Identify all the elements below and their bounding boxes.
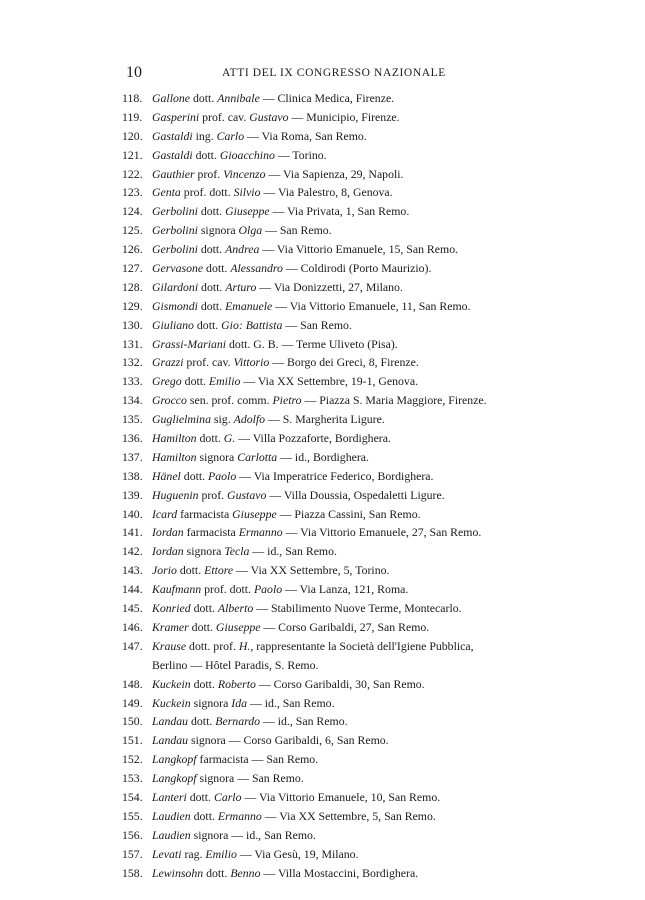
given-name: Paolo [253, 582, 283, 597]
surname: Grocco [152, 393, 187, 408]
surname: Icard [152, 506, 178, 521]
list-item [122, 127, 517, 146]
surname: Gastaldi [152, 128, 193, 143]
title: dott. [197, 298, 226, 313]
given-name: Carlo [213, 789, 242, 804]
surname: Gervasone [152, 261, 204, 276]
list-item [122, 542, 517, 561]
surname: Levati [152, 846, 182, 861]
surname: Landau [152, 733, 189, 748]
entry-number: 150. [122, 714, 143, 729]
list-item [122, 278, 517, 297]
list-item [122, 240, 517, 259]
address: — San Remo. [282, 317, 352, 332]
entry-number: 140. [122, 506, 143, 521]
address: — Corso Garibaldi, 30, San Remo. [255, 676, 425, 691]
address: — Via Donizzetti, 27, Milano. [256, 279, 403, 294]
address: — Stabilimento Nuove Terme, Montecarlo. [253, 601, 462, 616]
surname: Landau [152, 714, 189, 729]
entry-number: 130. [122, 317, 143, 332]
surname: Iordan [152, 544, 184, 559]
title: dott. G. B. [226, 336, 279, 351]
entry-number: 152. [122, 752, 143, 767]
surname: Langkopf [152, 771, 197, 786]
list-item [122, 353, 517, 372]
address: — id., San Remo. [249, 544, 337, 559]
list-item [122, 561, 517, 580]
title: farmacista [183, 525, 239, 540]
surname: Grego [152, 374, 182, 389]
title: dott. [196, 431, 224, 446]
given-name: Vincenzo [223, 166, 266, 181]
given-name: Silvio [233, 185, 261, 200]
surname: Gerbolini [152, 242, 198, 257]
entry-number: 158. [122, 865, 143, 880]
title: rag. [181, 846, 206, 861]
entry-number: 136. [122, 431, 143, 446]
entry-number: 157. [122, 846, 143, 861]
entry-number: 134. [122, 393, 143, 408]
surname: Genta [152, 185, 181, 200]
entry-number: 144. [122, 582, 143, 597]
title: farmacista [196, 752, 249, 767]
entry-number: 132. [122, 355, 143, 370]
list-item [122, 316, 517, 335]
address: — Municipio, Firenze. [288, 109, 400, 124]
entry-number: 120. [122, 128, 143, 143]
entry-number: 121. [122, 147, 143, 162]
given-name: Gio: Battista [221, 317, 283, 332]
entry-number: 126. [122, 242, 143, 257]
address: — id., Bordighera. [277, 449, 369, 464]
surname: Grazzi [152, 355, 184, 370]
entry-number: 139. [122, 487, 143, 502]
address: — Via Vittorio Emanuele, 27, San Remo. [282, 525, 482, 540]
given-name: Emilio [208, 374, 241, 389]
given-name: Vittorio [233, 355, 270, 370]
list-item [122, 505, 517, 524]
surname: Gilardoni [152, 279, 199, 294]
address: — Via Lanza, 121, Roma. [282, 582, 409, 597]
entry-number: 147. [122, 638, 143, 653]
title: dott. [190, 808, 218, 823]
title: prof. [194, 166, 224, 181]
list-item [122, 580, 517, 599]
given-name: Giuseppe [232, 506, 277, 521]
given-name: Gustavo [227, 487, 267, 502]
given-name: G. [223, 431, 236, 446]
address: — id., San Remo. [228, 827, 316, 842]
surname: Giuliano [152, 317, 194, 332]
entry-number: 131. [122, 336, 143, 351]
given-name: Alberto [217, 601, 254, 616]
surname: Gallone [152, 91, 191, 105]
surname: Gastaldi [152, 147, 193, 162]
entry-number: 143. [122, 563, 143, 578]
title: signora [196, 771, 235, 786]
surname: Kramer [152, 619, 189, 634]
title: dott. [188, 619, 216, 634]
address: — Piazza Cassini, San Remo. [276, 506, 421, 521]
given-name: Alessandro [230, 261, 283, 276]
surname: Laudien [152, 808, 191, 823]
address: — Via Vittorio Emanuele, 11, San Remo. [272, 298, 471, 313]
given-name: Ermanno [238, 525, 283, 540]
title: dott. [203, 865, 231, 880]
title: sen. prof. comm. [186, 393, 273, 408]
address: — Torino. [274, 147, 327, 162]
entry-number: 127. [122, 261, 143, 276]
address: , rappresentante la Società dell'Igiene Pubblica, [250, 638, 474, 653]
entry-number: 149. [122, 695, 143, 710]
entry-number: 135. [122, 412, 143, 427]
list-item [122, 89, 517, 108]
title: sig. [210, 412, 234, 427]
list-item [122, 599, 517, 618]
list-item [122, 826, 517, 845]
surname: Krause [152, 638, 187, 653]
given-name: Paolo [208, 468, 237, 483]
title: farmacista [177, 506, 233, 521]
address: — Borgo dei Greci, 8, Firenze. [269, 355, 419, 370]
entry-number: 123. [122, 185, 143, 200]
list-item [122, 448, 517, 467]
entry-number: 137. [122, 449, 143, 464]
surname: Gauthier [152, 166, 195, 181]
surname: Gasperini [152, 109, 200, 124]
entry-number: 151. [122, 733, 143, 748]
given-name: Carlo [216, 128, 245, 143]
surname: Lewinsohn [152, 865, 204, 880]
title: dott. [180, 468, 209, 483]
entry-number: 124. [122, 204, 143, 219]
given-name: Gustavo [249, 109, 289, 124]
given-name: Giuseppe [225, 204, 270, 219]
list-item [122, 675, 517, 694]
title: dott. [176, 563, 205, 578]
address: — San Remo. [262, 223, 332, 238]
title: dott. [198, 279, 226, 294]
entry-number: 145. [122, 601, 143, 616]
entry-number: 138. [122, 468, 143, 483]
given-name: Annibale [217, 91, 260, 105]
list-item [122, 372, 517, 391]
list-item [122, 788, 517, 807]
address: — Corso Garibaldi, 27, San Remo. [260, 619, 430, 634]
entry-number: 141. [122, 525, 143, 540]
list-item [122, 807, 517, 826]
surname: Konried [152, 601, 191, 616]
surname: Huguenin [152, 487, 199, 502]
address: — Villa Doussia, Ospedaletti Ligure. [266, 487, 445, 502]
address: — Via Imperatrice Federico, Bordighera. [236, 468, 434, 483]
given-name: Olga [238, 223, 263, 238]
list-item [122, 165, 517, 184]
address: — Via XX Settembre, 5, San Remo. [261, 808, 436, 823]
entry-number: 148. [122, 676, 143, 691]
surname: Grassi-Mariani [152, 336, 227, 351]
entry-number: 142. [122, 544, 143, 559]
address: — Clinica Medica, Firenze. [259, 91, 395, 105]
list-item [122, 523, 517, 542]
address: — San Remo. [248, 752, 319, 767]
list-item [122, 146, 517, 165]
title: signora [197, 223, 239, 238]
given-name: Giuseppe [215, 619, 261, 634]
list-item [122, 108, 517, 127]
list-item [122, 297, 517, 316]
list-item [122, 864, 517, 883]
surname: Langkopf [152, 752, 197, 767]
title: dott. [197, 242, 226, 257]
given-name: Roberto [217, 676, 256, 691]
given-name: H. [238, 638, 251, 653]
given-name: Gioacchino [219, 147, 275, 162]
title: dott. [181, 374, 209, 389]
given-name: Emanuele [225, 298, 273, 313]
title: prof. cav. [199, 109, 250, 124]
title: signora [196, 449, 238, 464]
given-name: Emilio [205, 846, 237, 861]
given-name: Ettore [204, 563, 234, 578]
list-item [122, 731, 517, 750]
address: — San Remo. [234, 771, 304, 786]
entry-number: 119. [122, 109, 143, 124]
address: — Via Vittorio Emanuele, 15, San Remo. [259, 242, 459, 257]
address: — Coldirodi (Porto Maurizio). [282, 261, 432, 276]
title: prof. cav. [183, 355, 234, 370]
entry-number: 122. [122, 166, 143, 181]
surname: Gerbolini [152, 223, 198, 238]
list-item [122, 335, 517, 354]
surname: Kuckein [152, 695, 191, 710]
given-name: Carlotta [237, 449, 278, 464]
title: prof. dott. [180, 185, 234, 200]
address: — Via Sapienza, 29, Napoli. [265, 166, 404, 181]
title: dott. [193, 317, 222, 332]
list-item [122, 712, 517, 731]
list-item [122, 202, 517, 221]
list-item [122, 845, 517, 864]
address: — Piazza S. Maria Maggiore, Firenze. [301, 393, 487, 408]
address: — Via Vittorio Emanuele, 10, San Remo. [241, 789, 441, 804]
list-item [122, 259, 517, 278]
surname: Lanteri [152, 789, 187, 804]
address-continuation: Berlino — Hôtel Paradis, S. Remo. [152, 657, 319, 672]
title: dott. [190, 601, 218, 616]
list-item [122, 618, 517, 637]
surname: Kuckein [152, 676, 191, 691]
title: prof. [198, 487, 228, 502]
address: — Via XX Settembre, 5, Torino. [233, 563, 390, 578]
entry-number: 153. [122, 771, 143, 786]
entry-number: 125. [122, 223, 143, 238]
given-name: Adolfo [233, 412, 266, 427]
address: — S. Margherita Ligure. [265, 412, 385, 427]
surname: Kaufmann [152, 582, 202, 597]
title: dott. [192, 147, 220, 162]
address: — Villa Mostaccini, Bordighera. [260, 865, 419, 880]
address: — Via Privata, 1, San Remo. [269, 204, 410, 219]
list-item [122, 769, 517, 788]
title: signora [188, 733, 226, 748]
address: — Via Roma, San Remo. [244, 128, 367, 143]
list-item [122, 429, 517, 448]
title: dott. [188, 714, 216, 729]
list-item [122, 221, 517, 240]
title: dott. [190, 91, 218, 105]
given-name: Arturo [225, 279, 257, 294]
given-name: Ermanno [217, 808, 262, 823]
address: — Villa Pozzaforte, Bordighera. [235, 431, 391, 446]
entry-number: 146. [122, 619, 143, 634]
page-header [126, 64, 506, 86]
entry-number: 133. [122, 374, 143, 389]
given-name: Tecla [224, 544, 250, 559]
given-name: Benno [230, 865, 261, 880]
title: signora [190, 827, 229, 842]
surname: Gismondi [152, 298, 198, 313]
entry-number: 155. [122, 808, 143, 823]
list-item [122, 486, 517, 505]
title: signora [183, 544, 225, 559]
given-name: Bernardo [215, 714, 261, 729]
title: dott. [186, 789, 214, 804]
member-list [122, 89, 517, 882]
list-item [122, 391, 517, 410]
list-item [122, 183, 517, 202]
address: — Via Gesù, 19, Milano. [236, 846, 359, 861]
page-number: 10 [126, 64, 142, 81]
address: — Via XX Settembre, 19-1, Genova. [240, 374, 419, 389]
list-item [122, 694, 517, 713]
title: ing. [192, 128, 217, 143]
address: — id., San Remo. [247, 695, 335, 710]
entry-number: 156. [122, 827, 143, 842]
title: prof. dott. [201, 582, 254, 597]
title: dott. prof. [186, 638, 239, 653]
surname: Gerbolini [152, 204, 198, 219]
title: dott. [197, 204, 226, 219]
entry-number: 154. [122, 789, 143, 804]
entry-number: 118. [122, 91, 143, 105]
address: — Terme Uliveto (Pisa). [278, 336, 398, 351]
given-name: Pietro [272, 393, 302, 408]
address: — Via Palestro, 8, Genova. [260, 185, 393, 200]
address: — Corso Garibaldi, 6, San Remo. [225, 733, 389, 748]
surname: Hänel [152, 468, 181, 483]
surname: Iordan [152, 525, 184, 540]
title: signora [190, 695, 232, 710]
surname: Guglielmina [152, 412, 211, 427]
running-title: ATTI DEL IX CONGRESSO NAZIONALE [222, 67, 446, 79]
address: — id., San Remo. [260, 714, 348, 729]
title: dott. [190, 676, 218, 691]
surname: Jorio [152, 563, 177, 578]
list-item [122, 467, 517, 486]
title: dott. [203, 261, 231, 276]
given-name: Andrea [225, 242, 260, 257]
entry-number: 128. [122, 279, 143, 294]
list-item [122, 637, 517, 675]
surname: Hamilton [152, 431, 197, 446]
surname: Laudien [152, 827, 191, 842]
list-item [122, 750, 517, 769]
given-name: Ida [231, 695, 248, 710]
list-item [122, 410, 517, 429]
entry-number: 129. [122, 298, 143, 313]
surname: Hamilton [152, 449, 197, 464]
